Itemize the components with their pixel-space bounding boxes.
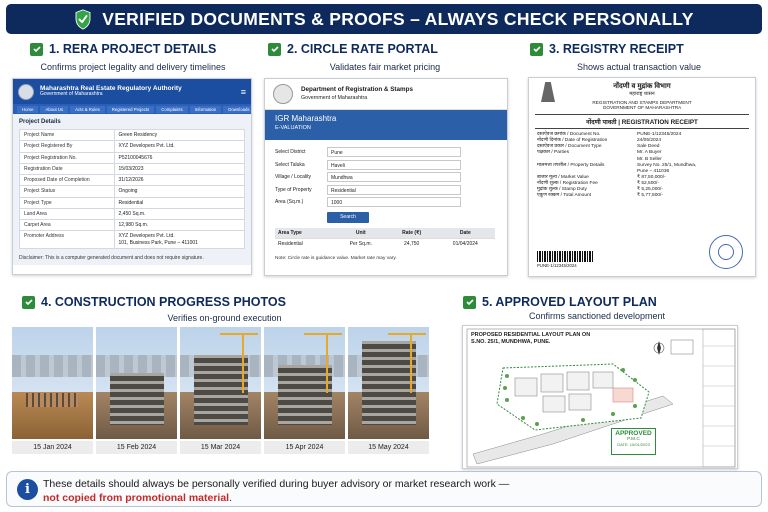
rera-disclaimer: Disclaimer: This is a computer generated document and does not require signature. [19, 254, 204, 261]
row-label: Carpet Area [20, 220, 115, 231]
top-banner [6, 4, 762, 34]
section-layout-header [463, 295, 657, 309]
checkbox-icon [463, 296, 476, 309]
row-value: 2,450 Sq.m. [114, 208, 245, 219]
nav-tab[interactable]: Information [190, 106, 222, 113]
rera-details-table [19, 129, 245, 249]
row-value: 12,980 Sq.m. [114, 220, 245, 231]
form-row [275, 159, 497, 172]
footer-emphasis: not copied from promotional material [43, 492, 230, 504]
section-rera-header [30, 42, 216, 56]
nav-tab[interactable]: About Us [40, 106, 68, 113]
approved-stamp [611, 428, 656, 455]
rera-government: Government of Maharashtra [40, 91, 103, 98]
row-label: Project Registered By [20, 141, 115, 152]
section-title: 4. CONSTRUCTION PROGRESS PHOTOS [41, 295, 286, 309]
receipt-label: दस्तऐवज प्रकार / Document Type [537, 144, 602, 150]
row-label: Project Name [20, 130, 115, 141]
footer-period: . [229, 492, 233, 504]
section-subtitle: Verifies on-ground execution [167, 313, 282, 323]
registry-head-hi2: महाराष्ट्र शासन [629, 91, 655, 97]
receipt-row [529, 193, 755, 199]
section-photos-header [22, 295, 286, 309]
receipt-label: मुद्रांक शुल्क / Stamp Duty [537, 187, 587, 193]
row-value: Ongoing [114, 186, 245, 197]
cr-department: Department of Registration & Stamps [301, 85, 413, 93]
rera-nav [13, 104, 251, 114]
column-header: Area Type [275, 228, 334, 239]
igr-subtitle: E-VALUATION [275, 125, 311, 131]
row-label: Registration Date [20, 163, 115, 174]
receipt-value: Sale Deed [637, 144, 660, 150]
search-button[interactable]: Search [327, 212, 369, 223]
registry-head-en2: GOVERNMENT OF MAHARASHTRA [602, 105, 682, 110]
nav-tab[interactable]: Acts & Rules [70, 106, 105, 113]
section-registry-header [530, 42, 684, 56]
approved-label: APPROVED [615, 430, 652, 437]
receipt-label: पक्षकार / Parties [537, 150, 569, 156]
receipt-value: ₹ 5,25,000/- [637, 187, 663, 193]
form-row [275, 146, 497, 159]
receipt-row [529, 150, 755, 162]
field-input[interactable]: Pune [327, 147, 461, 157]
nav-tab[interactable]: Complaints [156, 106, 188, 113]
table-row [20, 163, 245, 174]
construction-photo [180, 327, 261, 439]
registry-receipt-card [528, 77, 756, 277]
receipt-value: 24/05/2024 [637, 138, 662, 144]
checkbox-icon [30, 43, 43, 56]
row-label: Land Area [20, 208, 115, 219]
photo-date: 15 May 2024 [348, 441, 429, 454]
form-row [275, 184, 497, 197]
table-cell: 01/04/2024 [436, 238, 495, 249]
table-row [20, 152, 245, 163]
rera-header [13, 79, 251, 104]
construction-photo [12, 327, 93, 439]
stamp-icon [709, 235, 743, 269]
row-label: Project Registration No. [20, 152, 115, 163]
field-label: Select Taluka [275, 161, 305, 168]
field-label: Area (Sq.m.) [275, 199, 304, 206]
field-input[interactable]: 1000 [327, 197, 461, 207]
photo-date: 15 Mar 2024 [180, 441, 261, 454]
registry-receipt-bar: नोंदणी पावती | REGISTRATION RECEIPT [535, 114, 749, 129]
circle-rate-card [264, 78, 508, 276]
info-icon: i [17, 479, 38, 500]
section-subtitle: Validates fair market pricing [329, 62, 441, 72]
row-label: Project Type [20, 197, 115, 208]
row-label: Project Status [20, 186, 115, 197]
table-row [20, 130, 245, 141]
field-label: Select District [275, 149, 306, 156]
nav-tab[interactable]: Downloads [223, 106, 252, 113]
layout-plan-card [462, 325, 738, 469]
receipt-label: एकूण रक्कम / Total Amount [537, 193, 591, 199]
registry-head-en1: REGISTRATION AND STAMPS DEPARTMENT [592, 100, 692, 105]
nav-tab[interactable]: Registered Projects [107, 106, 155, 113]
footer-line-1: These details should always be personally verified during buyer advisory or market research work — [43, 478, 510, 490]
menu-icon[interactable]: ≡ [240, 86, 246, 97]
field-input[interactable]: Residential [327, 185, 461, 195]
receipt-label: मालमत्ता तपशील / Property Details [537, 162, 605, 168]
photo-date: 15 Feb 2024 [96, 441, 177, 454]
section-title: 5. APPROVED LAYOUT PLAN [482, 295, 657, 309]
row-label: Proposed Date of Completion [20, 175, 115, 186]
receipt-label: बाजार मूल्य / Market Value [537, 174, 589, 180]
receipt-value: ₹ 52,500/- [637, 181, 659, 186]
receipt-label: दस्तऐवज क्रमांक / Document No. [537, 132, 601, 137]
nav-tab[interactable]: Home [17, 106, 38, 113]
checkbox-icon [530, 43, 543, 56]
row-value: Green Residency [114, 130, 245, 141]
form-row [275, 196, 497, 209]
section-subtitle: Shows actual transaction value [576, 62, 702, 72]
receipt-label: नोंदणी दिनांक / Date of Registration [537, 138, 608, 144]
circle-rate-table [275, 228, 495, 249]
receipt-value: PUNE-1/12345/2024 [637, 132, 682, 137]
form-row [275, 171, 497, 184]
section-subtitle: Confirms project legality and delivery timelines [40, 62, 226, 72]
layout-plan-drawing [463, 326, 738, 469]
receipt-row [529, 163, 755, 175]
section-circle-header [268, 42, 438, 56]
table-cell: 24,750 [388, 238, 436, 249]
banner-title: VERIFIED DOCUMENTS & PROOFS – ALWAYS CHECK PERSONALLY [102, 8, 694, 29]
section-title: 2. CIRCLE RATE PORTAL [287, 42, 438, 56]
circle-note: Note: Circle rate is guidance value. Market rate may vary. [275, 255, 397, 261]
section-subtitle: Confirms sanctioned development [528, 311, 666, 321]
row-label: Promoter Address [20, 231, 115, 249]
photo-date: 15 Apr 2024 [264, 441, 345, 454]
receipt-value: ₹ 5,77,500/- [637, 193, 663, 199]
row-value: 31/12/2026 [114, 175, 245, 186]
receipt-value: Survey No. 25/1, Mundhwa, Pune – 411036 [637, 162, 697, 174]
column-header: Rate (₹) [388, 228, 436, 239]
field-label: Village / Locality [275, 174, 312, 181]
construction-photo [348, 327, 429, 439]
emblem-icon [18, 84, 34, 100]
table-cell: Per Sq.m. [334, 238, 388, 249]
rera-authority: Maharashtra Real Estate Regulatory Authority [40, 84, 182, 92]
checkbox-icon [268, 43, 281, 56]
section-title: 1. RERA PROJECT DETAILS [49, 42, 217, 56]
registry-head-hi: नोंदणी व मुद्रांक विभाग [613, 83, 671, 90]
receipt-value: Mr. A Buyer Mr. B Seller [637, 150, 662, 162]
row-value: P52100045676 [114, 152, 245, 163]
table-row [20, 231, 245, 249]
igr-title: IGR Maharashtra [275, 114, 337, 123]
row-value: 15/03/2023 [114, 163, 245, 174]
layout-plan-title: PROPOSED RESIDENTIAL LAYOUT PLAN ON S.NO. 25/1, MUNDHWA, PUNE. [471, 332, 591, 346]
table-row [20, 175, 245, 186]
table-row [20, 208, 245, 219]
cr-government: Government of Maharashtra [301, 95, 368, 101]
rera-section-label: Project Details [19, 119, 61, 125]
field-label: Type of Property [275, 186, 312, 193]
table-row [20, 141, 245, 152]
table-cell: Residential [275, 238, 334, 249]
table-row [20, 220, 245, 231]
construction-photo [96, 327, 177, 439]
shield-check-icon [74, 9, 92, 30]
barcode-text: PUNE-1/12345/2024 [537, 263, 577, 268]
emblem-icon [273, 84, 293, 104]
receipt-label: नोंदणी शुल्क / Registration Fee [537, 181, 598, 186]
row-value: XYZ Developers Pvt. Ltd. 101, Business Park, Pune – 411001 [114, 231, 245, 249]
section-title: 3. REGISTRY RECEIPT [549, 42, 684, 56]
field-input[interactable]: Haveli [327, 160, 461, 170]
construction-photo [264, 327, 345, 439]
row-value: Residential [114, 197, 245, 208]
receipt-value: ₹ 87,50,000/- [637, 174, 666, 180]
checkbox-icon [22, 296, 35, 309]
column-header: Date [436, 228, 495, 239]
table-row [20, 197, 245, 208]
barcode-icon [537, 251, 593, 262]
row-value: XYZ Developers Pvt. Ltd. [114, 141, 245, 152]
footer-line-2 [43, 492, 232, 504]
field-input[interactable]: Mundhwa [327, 172, 461, 182]
rera-card [12, 78, 252, 275]
approved-authority: P.M.C [627, 437, 640, 442]
footer-notice [6, 471, 762, 507]
table-row [20, 186, 245, 197]
photo-date: 15 Jan 2024 [12, 441, 93, 454]
column-header: Unit [334, 228, 388, 239]
igr-band [265, 110, 507, 140]
approved-date: DATE: 10/01/2023 [617, 442, 650, 447]
